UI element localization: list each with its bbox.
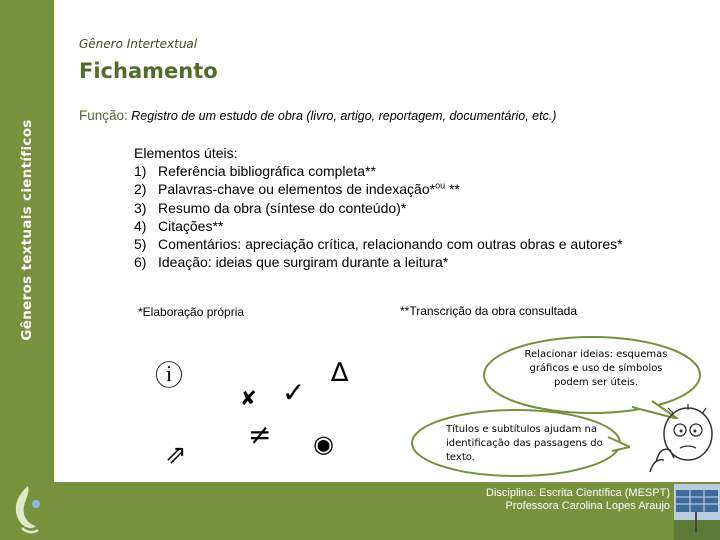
superscript-ou: ou — [435, 180, 446, 191]
eye-icon: ◉ — [313, 430, 334, 458]
sidebar-label: Gêneros textuais científicos — [19, 119, 35, 341]
elements-heading: Elementos úteis: — [134, 145, 238, 161]
footer-teacher: Professora Carolina Lopes Araujo — [505, 500, 670, 512]
list-item: 2) Palavras-chave ou elementos de indexação*$^{ou}$ ** — [134, 180, 460, 198]
list-item: 1) Referência bibliográfica completa** — [134, 163, 376, 180]
list-item: 3) Resumo da obra (síntese do conteúdo)* — [134, 199, 407, 216]
page-title: Fichamento — [79, 59, 218, 83]
useful-elements — [134, 144, 638, 271]
leaf-logo-icon — [6, 482, 46, 536]
check-icon: ✓ — [282, 376, 306, 409]
delta-icon: ∆ — [331, 358, 349, 388]
list-item: 5) Comentários: apreciação crítica, relacionando com outras obras e autores* — [134, 236, 623, 253]
note-transcription: **Transcrição da obra consultada — [400, 304, 577, 318]
note-own-elaboration: *Elaboração própria — [138, 305, 245, 319]
bubble-relate-text: Relacionar ideias: esquemas gráficos e uso de símbolos podem ser úteis. — [524, 349, 668, 388]
solar-panel-photo — [674, 484, 720, 540]
not-equal-icon: ≠ — [248, 418, 272, 451]
function-text: Registro de um estudo de obra (livro, artigo, reportagem, documentário, etc.) — [131, 109, 557, 123]
function-label: Função: — [79, 108, 128, 123]
info-icon: ⓘ — [155, 359, 184, 392]
thinking-person-doodle — [640, 402, 720, 482]
list-item: 6) Ideação: ideias que surgiram durante a leitura* — [134, 254, 449, 271]
cross-icon: ✘ — [240, 386, 257, 410]
list-item: 4) Citações** — [134, 217, 224, 234]
bubble-titles-text: Títulos e subtítulos ajudam na identificação das passagens do texto. — [446, 424, 603, 463]
footer-credits — [486, 487, 670, 513]
page-subtitle: Gênero Intertextual — [79, 37, 198, 51]
footer-course: Disciplina: Escrita Científica (MESPT) — [486, 487, 670, 499]
arrow-icon: ⇗ — [165, 440, 187, 470]
function-line — [79, 108, 556, 123]
